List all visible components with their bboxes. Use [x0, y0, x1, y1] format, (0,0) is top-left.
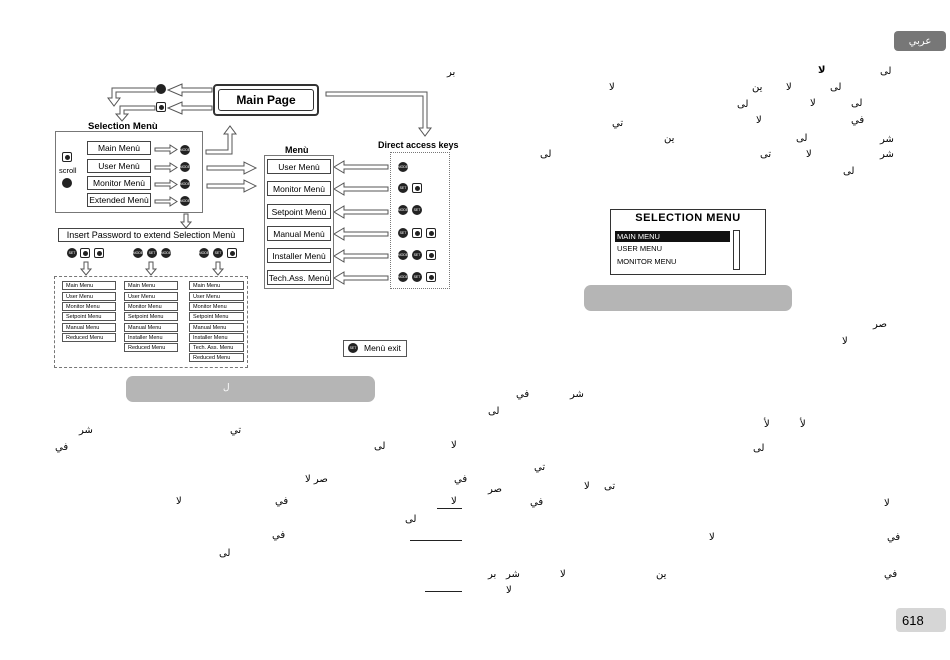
text-fragment: بر	[447, 67, 456, 78]
figure-caption-left	[126, 376, 375, 402]
set-key-icon: SET	[67, 248, 77, 258]
text-fragment: لا	[818, 65, 826, 76]
password-label: Insert Password to extend Selection Menù	[58, 228, 244, 242]
text-fragment: لا	[506, 585, 512, 596]
col1-item: Monitor Menu	[62, 302, 116, 311]
lcd-scrollbar	[733, 230, 740, 270]
text-fragment: لى	[405, 514, 417, 525]
col3-item: Installer Menu	[189, 333, 244, 342]
set-key-icon: SET	[398, 228, 408, 238]
text-fragment: في	[55, 442, 69, 453]
forward-key-icon	[227, 248, 237, 258]
text-fragment: تي	[230, 425, 242, 436]
text-fragment: لا	[560, 569, 566, 580]
text-fragment: لى	[880, 66, 892, 77]
forward-key-icon	[156, 102, 166, 112]
scroll-label: scroll	[59, 166, 77, 175]
main-page-label: Main Page	[218, 89, 314, 111]
mode-key-icon: MODE	[180, 179, 190, 189]
forward-key-icon	[426, 228, 436, 238]
col2-item: Setpoint Menu	[124, 312, 178, 321]
down-key-icon	[412, 183, 422, 193]
text-fragment: تي	[612, 118, 624, 129]
set-key-icon: SET	[412, 272, 422, 282]
menu-item-manual: Manual Menù	[267, 226, 331, 241]
text-fragment: لا	[451, 440, 457, 451]
mode-key-icon: MODE	[398, 250, 408, 260]
main-page-box	[213, 84, 319, 116]
selection-item-extended: Extended Menù	[87, 193, 151, 207]
col2-item: Monitor Menu	[124, 302, 178, 311]
set-key-icon: SET	[412, 250, 422, 260]
col2-item: User Menu	[124, 292, 178, 301]
text-fragment: لى	[753, 443, 765, 454]
menu-item-setpoint: Setpoint Menù	[267, 204, 331, 219]
text-fragment: لى	[830, 82, 842, 93]
col1-item: Main Menu	[62, 281, 116, 290]
text-fragment: صر	[488, 484, 503, 495]
text-fragment: في	[275, 496, 289, 507]
selection-item-user: User Menù	[87, 159, 151, 173]
text-fragment: لا	[786, 82, 792, 93]
set-key-icon: SET	[348, 343, 358, 353]
menu-item-techass: Tech.Ass. Menù	[267, 270, 331, 285]
menu-frame	[264, 155, 334, 289]
text-fragment: لى	[737, 99, 749, 110]
lcd-selection-menu	[610, 209, 766, 275]
text-fragment: لى	[843, 166, 855, 177]
text-fragment: لا	[884, 498, 890, 509]
set-key-icon: SET	[412, 205, 422, 215]
down-key-icon	[156, 84, 166, 94]
text-fragment: صر	[873, 319, 888, 330]
lcd-row-monitor: MONITOR MENU	[617, 257, 677, 266]
col3-item: Main Menu	[189, 281, 244, 290]
figure-caption-right	[584, 285, 792, 311]
menu-item-monitor: Monitor Menù	[267, 181, 331, 196]
direct-access-frame	[390, 152, 450, 289]
col3-item: Manual Menu	[189, 323, 244, 332]
rule	[437, 508, 462, 509]
mode-key-icon: MODE	[180, 196, 190, 206]
text-fragment: شر	[880, 134, 894, 145]
text-fragment: في	[454, 474, 468, 485]
text-fragment: لا	[709, 532, 715, 543]
mode-key-icon: MODE	[398, 272, 408, 282]
selection-item-main: Main Menù	[87, 141, 151, 155]
scroll-up-key-icon	[62, 152, 72, 162]
text-fragment: شر	[79, 425, 93, 436]
scroll-down-key-icon	[62, 178, 72, 188]
col3-item: Monitor Menu	[189, 302, 244, 311]
mode-key-icon: MODE	[133, 248, 143, 258]
mode-key-icon: MODE	[398, 162, 408, 172]
mode-key-icon: MODE	[398, 205, 408, 215]
text-fragment: ين	[752, 82, 763, 93]
set-key-icon: SET	[213, 248, 223, 258]
col3-item: User Menu	[189, 292, 244, 301]
down-key-icon	[426, 250, 436, 260]
rule	[410, 540, 462, 541]
text-fragment: شر	[880, 149, 894, 160]
text-fragment: شر	[570, 389, 584, 400]
mode-key-icon: MODE	[161, 248, 171, 258]
text-fragment: لى	[488, 406, 500, 417]
col1-item: Manual Menu	[62, 323, 116, 332]
text-fragment: ين	[664, 133, 675, 144]
text-fragment: بر	[488, 569, 497, 580]
lcd-title: SELECTION MENU	[635, 212, 741, 224]
col3-item: Tech. Ass. Menu	[189, 343, 244, 352]
text-fragment: لى	[219, 548, 231, 559]
col2-item: Reduced Menu	[124, 343, 178, 352]
text-fragment: لا	[756, 115, 762, 126]
caption-text: ل	[223, 383, 230, 393]
forward-key-icon	[94, 248, 104, 258]
page-number: 618	[896, 608, 946, 632]
text-fragment: في	[887, 532, 901, 543]
text-fragment: لا	[842, 336, 848, 347]
menu-exit-label: Menù exit	[364, 343, 401, 353]
text-fragment: في	[530, 497, 544, 508]
text-fragment: تي	[534, 462, 546, 473]
lcd-row-main: MAIN MENU	[615, 231, 730, 242]
menu-diagram	[0, 0, 475, 400]
text-fragment: تى	[604, 481, 616, 492]
down-key-icon	[412, 228, 422, 238]
text-fragment: لا	[584, 481, 590, 492]
forward-key-icon	[426, 272, 436, 282]
text-fragment: لى	[796, 133, 808, 144]
selection-item-monitor: Monitor Menù	[87, 176, 151, 190]
set-key-icon: SET	[398, 183, 408, 193]
text-fragment: لا	[451, 496, 457, 507]
lcd-row-user: USER MENU	[617, 244, 663, 253]
menu-item-installer: Installer Menù	[267, 248, 331, 263]
text-fragment: لى	[851, 98, 863, 109]
text-fragment: في	[851, 115, 865, 126]
col2-item: Main Menu	[124, 281, 178, 290]
rule	[425, 591, 462, 592]
col2-item: Manual Menu	[124, 323, 178, 332]
set-key-icon: SET	[147, 248, 157, 258]
text-fragment: لا	[176, 496, 182, 507]
mode-key-icon: MODE	[180, 162, 190, 172]
text-fragment: شر	[506, 569, 520, 580]
text-fragment: لى	[540, 149, 552, 160]
selection-menu-title: Selection Menù	[88, 121, 158, 132]
menu-item-user: User Menù	[267, 159, 331, 174]
text-fragment: لا	[810, 98, 816, 109]
text-fragment: لا	[806, 149, 812, 160]
text-fragment: صر لا	[305, 474, 328, 485]
mode-key-icon: MODE	[199, 248, 209, 258]
text-fragment: في	[516, 389, 530, 400]
text-fragment: تى	[760, 149, 772, 160]
col3-item: Setpoint Menu	[189, 312, 244, 321]
col2-item: Installer Menu	[124, 333, 178, 342]
text-fragment: لأ	[800, 419, 806, 430]
text-fragment: لا	[609, 82, 615, 93]
down-key-icon	[80, 248, 90, 258]
col1-item: User Menu	[62, 292, 116, 301]
text-fragment: لى	[374, 441, 386, 452]
mode-key-icon: MODE	[180, 145, 190, 155]
col1-item: Setpoint Menu	[62, 312, 116, 321]
menu-title: Menù	[285, 145, 309, 155]
language-tab[interactable]: عربي	[894, 31, 946, 51]
text-fragment: في	[884, 569, 898, 580]
text-fragment: في	[272, 530, 286, 541]
text-fragment: لأ	[764, 419, 770, 430]
direct-access-title: Direct access keys	[378, 140, 459, 150]
col3-item: Reduced Menu	[189, 353, 244, 362]
text-fragment: ين	[656, 569, 667, 580]
col1-item: Reduced Menu	[62, 333, 116, 342]
